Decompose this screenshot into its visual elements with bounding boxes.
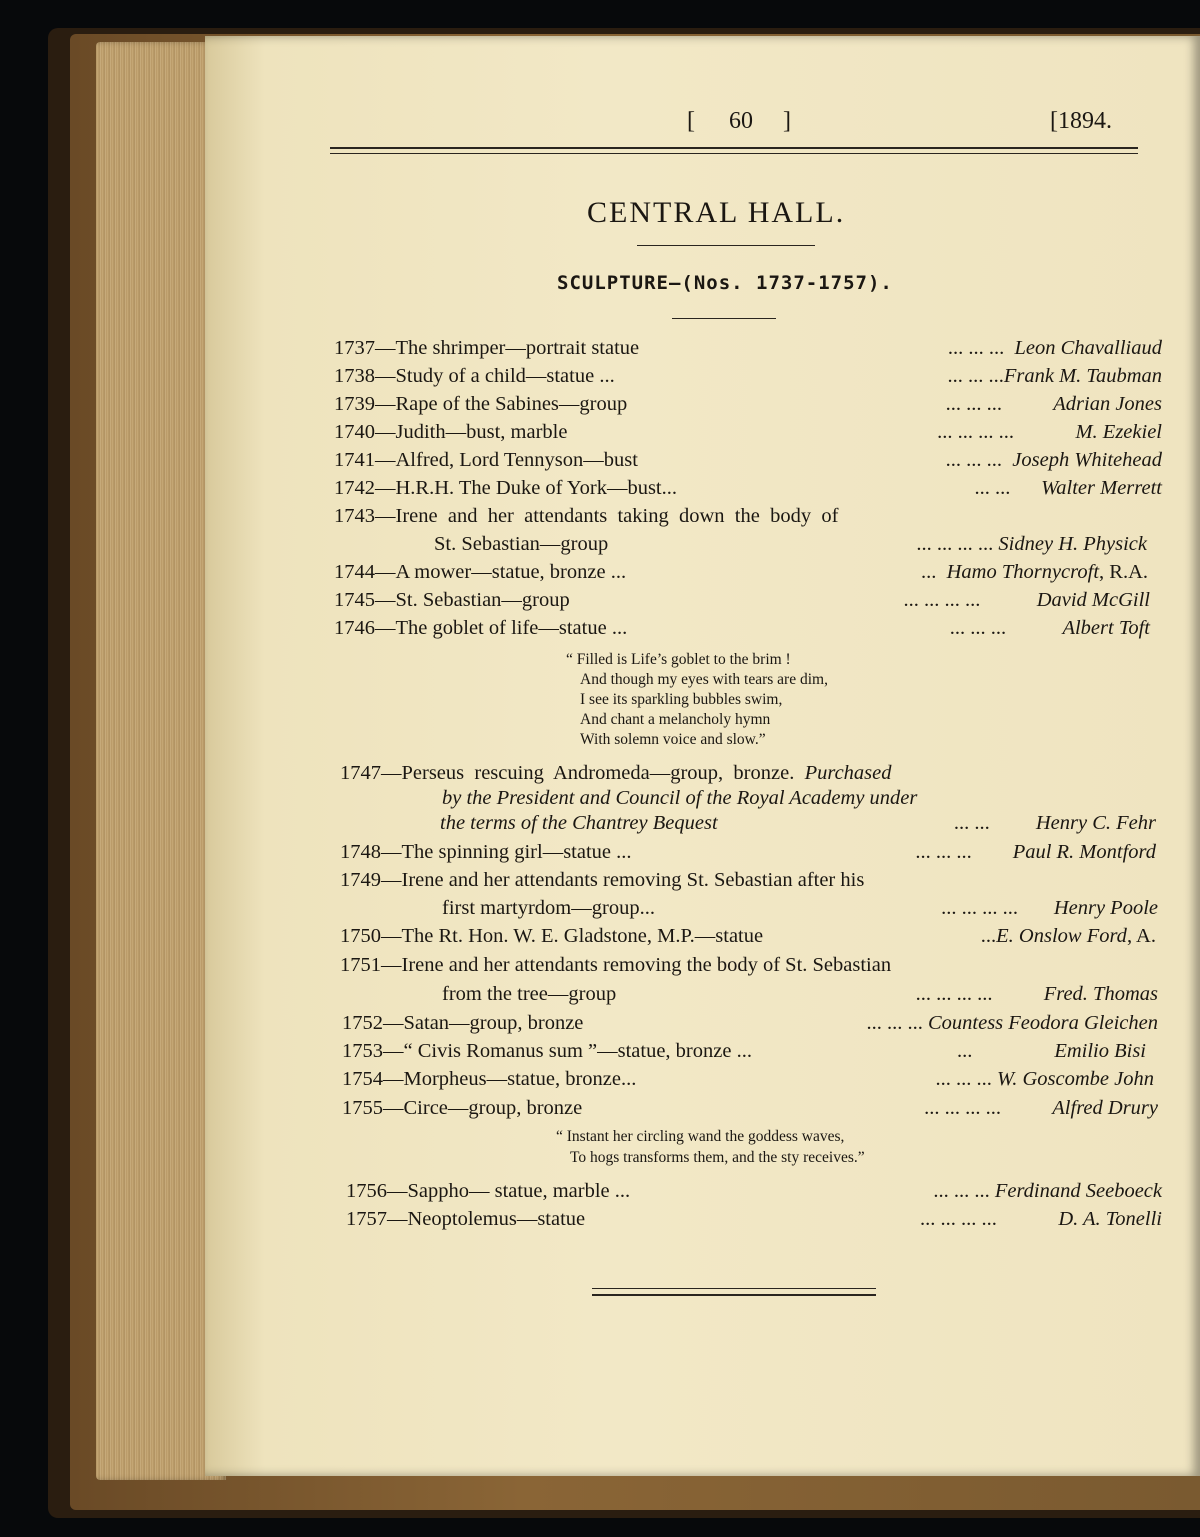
entry-number: 1752 — [342, 1012, 383, 1034]
entry-title-continued: St. Sebastian—group — [434, 533, 609, 555]
catalogue-entry — [334, 421, 1162, 451]
entry-number: 1755 — [342, 1097, 383, 1119]
entry-title: —Study of a child—statue ... — [375, 365, 615, 387]
quote-line: And though my eyes with tears are dim, — [580, 671, 828, 688]
catalogue-entry — [346, 1208, 1162, 1238]
entry-title: —Morpheus—statue, bronze... — [383, 1068, 637, 1090]
entry-title: —Sappho— statue, marble ... — [387, 1180, 631, 1202]
leader-dots: ... ... ... — [947, 365, 1004, 387]
year-marker: [1894. — [1050, 108, 1112, 134]
catalogue-entry — [342, 1012, 1158, 1042]
entry-artist: Hamo Thornycroft — [946, 561, 1100, 583]
entry-artist-honours: , R.A. — [1099, 561, 1148, 583]
entry-number: 1741 — [334, 449, 375, 471]
catalogue-entry — [334, 449, 1162, 479]
entry-artist: Sidney H. Physick — [998, 533, 1147, 555]
entry-number: 1739 — [334, 393, 375, 415]
entry-1747-line1 — [340, 762, 892, 785]
catalogue-entry — [334, 561, 1162, 591]
entry-title: —Satan—group, bronze — [383, 1012, 584, 1034]
leader-dots: ... ... ... — [947, 337, 1005, 359]
entry-title: —Irene and her attendants removing St. Sebastian after his — [381, 869, 865, 891]
catalogue-entry — [334, 505, 1162, 535]
entry-artist: D. A. Tonelli — [1058, 1208, 1162, 1230]
catalogue-entry — [342, 1068, 1154, 1098]
entry-title: —Alfred, Lord Tennyson—bust — [375, 449, 638, 471]
leader-dots: ... ... ... ... — [916, 533, 994, 555]
leader-dots: ... ... — [953, 812, 990, 834]
entry-number: 1745 — [334, 589, 375, 611]
title-rule — [637, 245, 815, 246]
entry-artist: David McGill — [1036, 589, 1150, 611]
catalogue-entry-continuation — [440, 812, 1156, 842]
leader-dots: ... ... ... — [933, 1180, 990, 1202]
entry-title-continued: first martyrdom—group... — [442, 897, 655, 919]
leader-dots: ... ... ... ... — [915, 983, 993, 1005]
header-rule-bottom — [330, 153, 1138, 154]
catalogue-entry-continuation — [442, 897, 1158, 927]
leader-dots: ... — [920, 561, 937, 583]
entry-number: 1751 — [340, 954, 381, 976]
entry-title: —A mower—statue, bronze ... — [375, 561, 627, 583]
entry-number: 1756 — [346, 1180, 387, 1202]
catalogue-entry — [334, 393, 1162, 423]
quote-line: I see its sparkling bubbles swim, — [580, 691, 783, 708]
entry-title: —St. Sebastian—group — [375, 589, 570, 611]
entry-artist: W. Goscombe John — [997, 1068, 1154, 1090]
entry-title-continued: from the tree—group — [442, 983, 617, 1005]
entry-title: —“ Civis Romanus sum ”—statue, bronze ... — [383, 1040, 752, 1062]
leader-dots: ... ... ... ... — [924, 1097, 1002, 1119]
entry-number: 1737 — [334, 337, 375, 359]
catalogue-entry — [334, 337, 1162, 367]
leader-dots: ... ... ... — [866, 1012, 923, 1034]
entry-title: —Rape of the Sabines—group — [375, 393, 628, 415]
entry-title: —The Rt. Hon. W. E. Gladstone, M.P.—statue — [381, 925, 764, 947]
entry-number: 1757 — [346, 1208, 387, 1230]
leader-dots: ... ... ... ... — [941, 897, 1018, 919]
entry-artist: Paul R. Montford — [1012, 841, 1156, 863]
leader-dots: ... ... ... ... — [919, 1208, 997, 1230]
entry-artist: Ferdinand Seeboeck — [994, 1180, 1162, 1202]
catalogue-entry — [346, 1180, 1162, 1210]
entry-number: 1740 — [334, 421, 375, 443]
entry-artist: Joseph Whitehead — [1012, 449, 1162, 471]
quote-line: “ Filled is Life’s goblet to the brim ! — [566, 651, 791, 668]
entry-artist: Leon Chavalliaud — [1014, 337, 1162, 359]
leader-dots: ... ... ... ... — [903, 589, 981, 611]
entry-number: 1747 — [340, 762, 381, 784]
entry-title: —The goblet of life—statue ... — [375, 617, 628, 639]
entry-title: —H.R.H. The Duke of York—bust... — [375, 477, 678, 499]
entry-number: 1753 — [342, 1040, 383, 1062]
leader-dots: ... — [956, 1040, 973, 1062]
entry-artist: M. Ezekiel — [1075, 421, 1162, 443]
entry-number: 1749 — [340, 869, 381, 891]
leader-dots: ... ... ... ... — [937, 421, 1014, 443]
entry-artist: Fred. Thomas — [1043, 983, 1158, 1005]
entry-title: —Irene and her attendants removing the body of St. Sebastian — [381, 954, 892, 976]
entry-purchase-note: by the President and Council of the Royal Academy under — [442, 787, 918, 809]
quote-line: With solemn voice and slow.” — [580, 731, 766, 748]
entry-title: —Perseus rescuing Andromeda—group, bronze. — [381, 762, 795, 784]
entry-artist: Henry C. Fehr — [1035, 812, 1156, 834]
leader-dots: ... ... ... — [935, 1068, 992, 1090]
entry-title: —The shrimper—portrait statue — [375, 337, 640, 359]
entry-number: 1743 — [334, 505, 375, 527]
page-number-bracket-right: ] — [783, 108, 791, 134]
entry-number: 1744 — [334, 561, 375, 583]
entry-artist: Frank M. Taubman — [1003, 365, 1162, 387]
entry-title: —Neoptolemus—statue — [387, 1208, 586, 1230]
catalogue-entry-continuation — [434, 533, 1147, 563]
entry-artist: Albert Toft — [1062, 617, 1150, 639]
leader-dots: ... ... ... — [945, 449, 1003, 471]
leader-dots: ... ... — [974, 477, 1011, 499]
quote-line: And chant a melancholy hymn — [580, 711, 771, 728]
closing-rule-bottom — [592, 1294, 876, 1296]
entry-number: 1748 — [340, 841, 381, 863]
catalogue-entry — [340, 954, 1156, 984]
catalogue-entry — [334, 477, 1162, 507]
page-number: 60 — [729, 108, 753, 134]
closing-rule-top — [592, 1288, 876, 1289]
page-number-bracket-left: [ — [687, 108, 695, 134]
entry-artist: Henry Poole — [1053, 897, 1158, 919]
catalogue-entry — [342, 1097, 1158, 1127]
entry-title: —Irene and her attendants taking down the body of — [375, 505, 839, 527]
leader-dots: ... ... ... — [945, 393, 1002, 415]
entry-number: 1738 — [334, 365, 375, 387]
leader-dots: ... ... ... — [915, 841, 972, 863]
entry-purchase-note: Purchased — [804, 762, 892, 784]
entry-title: —Judith—bust, marble — [375, 421, 568, 443]
catalogue-entry — [334, 365, 1162, 395]
entry-artist: Walter Merrett — [1041, 477, 1162, 499]
catalogue-entry — [340, 925, 1156, 955]
entry-number: 1754 — [342, 1068, 383, 1090]
quote-line: “ Instant her circling wand the goddess waves, — [556, 1128, 845, 1145]
entry-title: —Circe—group, bronze — [383, 1097, 583, 1119]
catalogue-entry — [342, 1040, 1146, 1070]
catalogue-entry — [334, 589, 1162, 619]
entry-artist-honours: , A. — [1126, 925, 1156, 947]
catalogue-entry — [340, 869, 1156, 899]
header-rule-top — [330, 147, 1138, 149]
leader-dots: ... ... ... — [949, 617, 1007, 639]
leader-dots: ... — [980, 925, 997, 947]
entry-title: —The spinning girl—statue ... — [381, 841, 632, 863]
page — [205, 36, 1200, 1476]
catalogue-entry — [334, 617, 1162, 647]
catalogue-entry-continuation — [442, 983, 1158, 1013]
entry-number: 1746 — [334, 617, 375, 639]
catalogue-entry — [340, 841, 1156, 871]
entry-artist: Adrian Jones — [1053, 393, 1162, 415]
quote-line: To hogs transforms them, and the sty receives.” — [570, 1149, 865, 1166]
subtitle-rule — [672, 318, 776, 319]
entry-purchase-note: the terms of the Chantrey Bequest — [440, 812, 718, 834]
section-subtitle: SCULPTURE—(Nos. 1737-1757). — [557, 272, 893, 294]
entry-number: 1750 — [340, 925, 381, 947]
entry-artist: Countess Feodora Gleichen — [927, 1012, 1158, 1034]
entry-artist: Emilio Bisi — [1054, 1040, 1146, 1062]
entry-artist: Alfred Drury — [1052, 1097, 1158, 1119]
section-title: CENTRAL HALL. — [587, 196, 846, 229]
entry-artist: E. Onslow Ford — [996, 925, 1127, 947]
entry-number: 1742 — [334, 477, 375, 499]
